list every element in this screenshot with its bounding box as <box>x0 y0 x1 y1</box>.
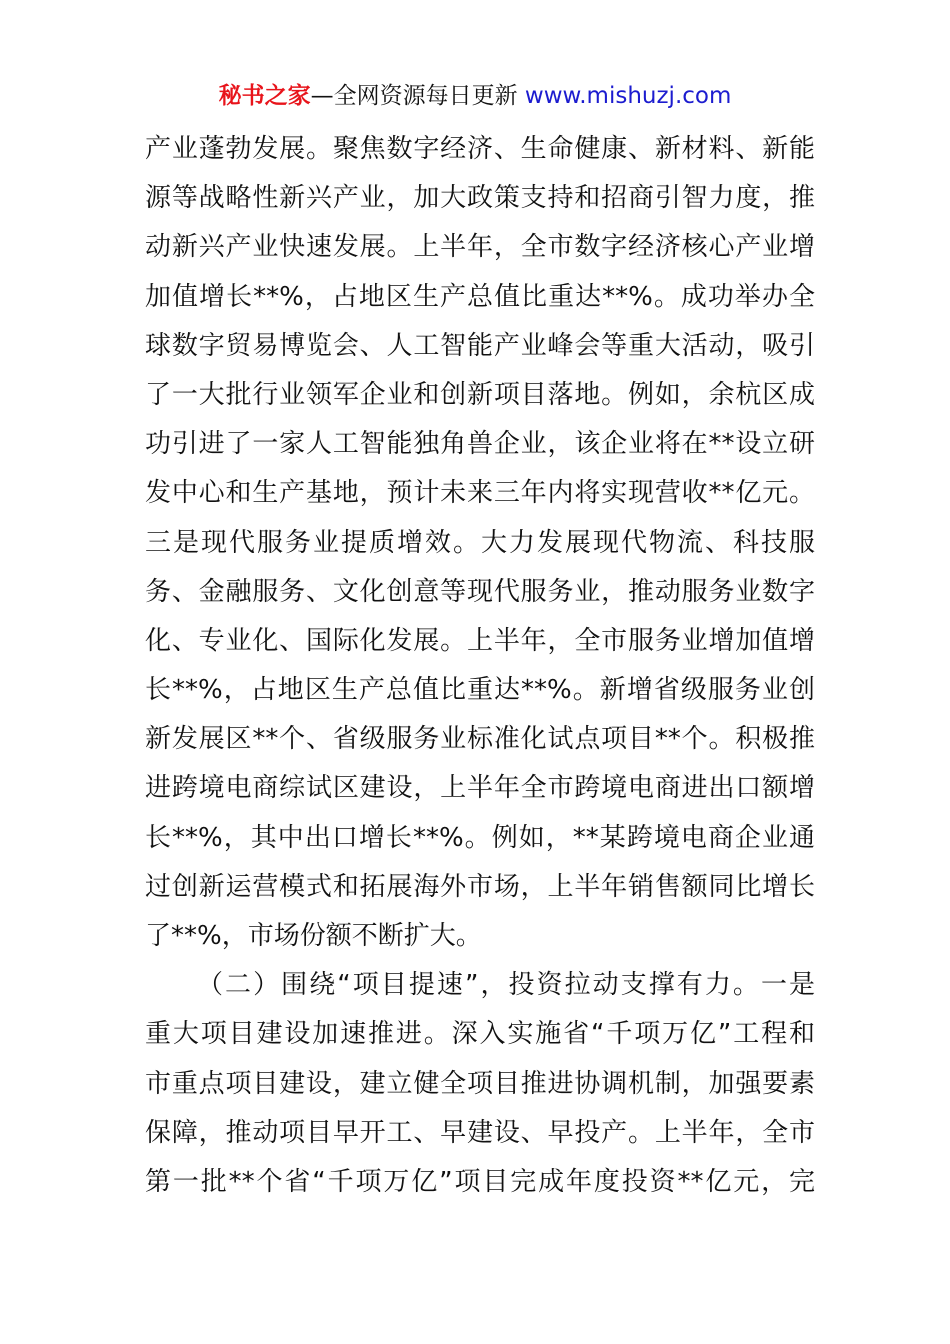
site-tagline: —全网资源每日更新 <box>310 83 518 109</box>
site-url-link[interactable]: www.mishuzj.com <box>524 83 732 109</box>
text-line: 球数字贸易博览会、人工智能产业峰会等重大活动，吸引 <box>145 330 815 361</box>
text-line-paragraph-end: 了**%，市场份额不断扩大。 <box>145 921 482 951</box>
text-line: 进跨境电商综试区建设，上半年全市跨境电商进出口额增 <box>145 773 815 804</box>
text-line: 三是现代服务业提质增效。大力发展现代物流、科技服 <box>145 527 815 558</box>
text-line: 化、专业化、国际化发展。上半年，全市服务业增加值增 <box>145 625 815 656</box>
text-line: 第一批**个省“千项万亿”项目完成年度投资**亿元，完 <box>145 1166 815 1197</box>
text-line: 务、金融服务、文化创意等现代服务业，推动服务业数字 <box>145 576 815 607</box>
text-line: 发中心和生产基地，预计未来三年内将实现营收**亿元。 <box>145 478 815 509</box>
text-line: 了一大批行业领军企业和创新项目落地。例如，余杭区成 <box>145 379 815 410</box>
text-line: 长**%，其中出口增长**%。例如，**某跨境电商企业通 <box>145 822 815 853</box>
page-header <box>0 80 950 112</box>
text-line: 功引进了一家人工智能独角兽企业，该企业将在**设立研 <box>145 429 815 460</box>
text-line: 新发展区**个、省级服务业标准化试点项目**个。积极推 <box>145 724 815 755</box>
text-line: 过创新运营模式和拓展海外市场，上半年销售额同比增长 <box>145 871 815 902</box>
text-line: 长**%，占地区生产总值比重达**%。新增省级服务业创 <box>145 675 815 706</box>
document-body <box>145 125 815 1207</box>
text-line: 产业蓬勃发展。聚焦数字经济、生命健康、新材料、新能 <box>145 134 815 164</box>
text-line: 保障，推动项目早开工、早建设、早投产。上半年，全市 <box>145 1117 815 1148</box>
site-brand: 秘书之家 <box>218 83 311 109</box>
text-line: 动新兴产业快速发展。上半年，全市数字经济核心产业增 <box>145 232 815 263</box>
text-line: 重大项目建设加速推进。深入实施省“千项万亿”工程和 <box>145 1019 815 1050</box>
text-line: 市重点项目建设，建立健全项目推进协调机制，加强要素 <box>145 1068 815 1099</box>
text-line: 源等战略性新兴产业，加大政策支持和招商引智力度，推 <box>145 183 815 214</box>
text-line-section-heading: （二）围绕“项目提速”，投资拉动支撑有力。一是 <box>197 970 815 1001</box>
text-line: 加值增长**%，占地区生产总值比重达**%。成功举办全 <box>145 281 815 312</box>
